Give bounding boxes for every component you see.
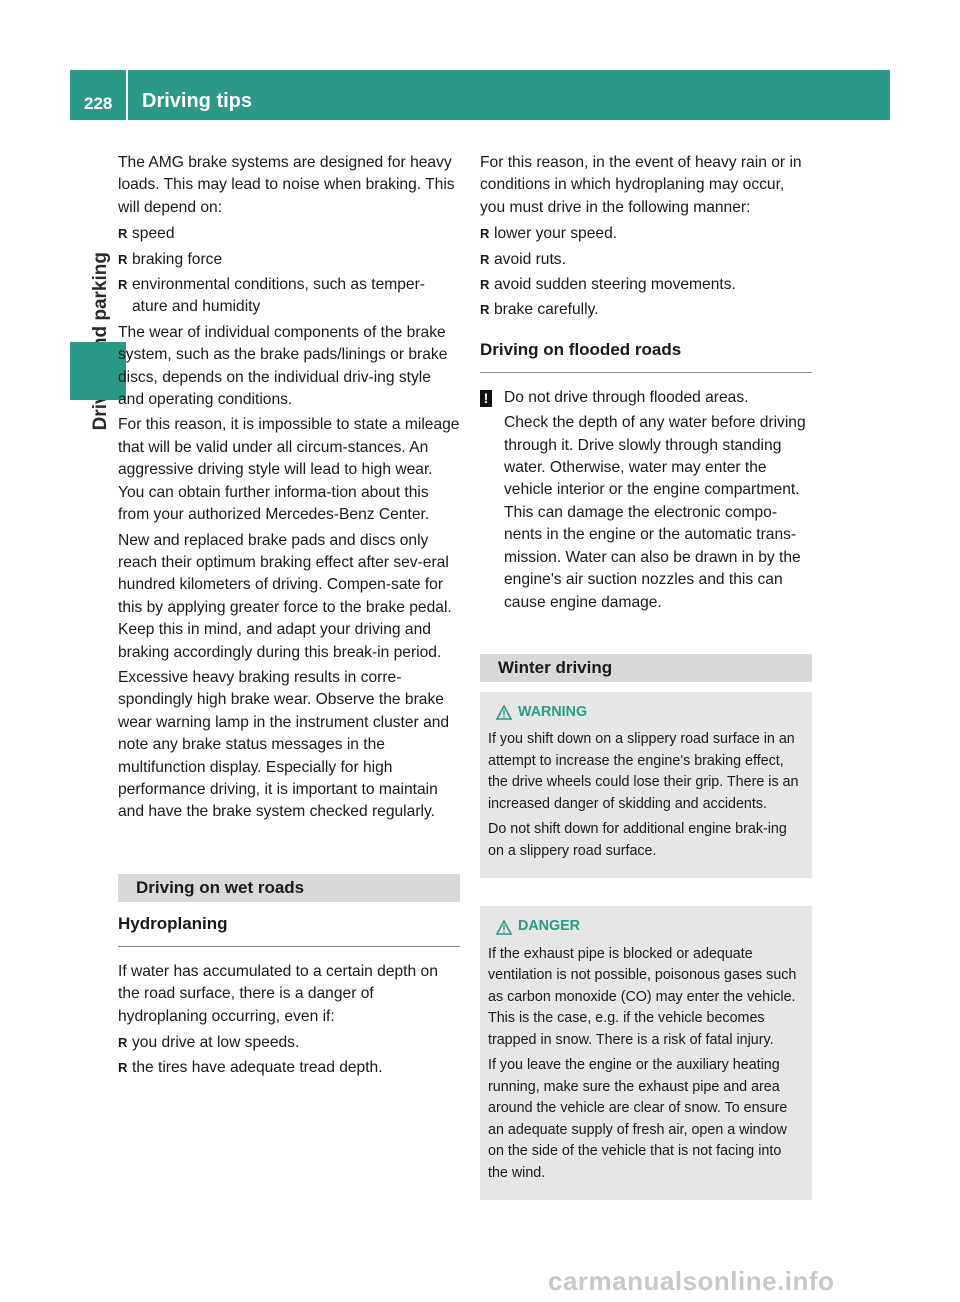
side-section-label bbox=[86, 252, 116, 282]
flooded-notice-body: Check the depth of any water before driving through it. Drive slowly through standing water. Otherwise, water may enter the vehicle interior or the engine compartment. This can damage the electronic compo-nents in the engine or the automatic trans-mission. Water can also be drawn in by the engine's air suction nozzles and this can cause engine damage. bbox=[504, 414, 806, 611]
watermark: carmanualsonline.info bbox=[548, 1266, 835, 1296]
warning-label: WARNING bbox=[518, 703, 588, 720]
list-item: R environmental conditions, such as temper-ature and humidity bbox=[118, 276, 425, 316]
left-column bbox=[118, 152, 460, 1083]
header-divider bbox=[126, 70, 128, 120]
exclamation-icon: ! bbox=[480, 390, 492, 407]
page-number: 228 bbox=[84, 94, 113, 113]
bullet-icon: R bbox=[118, 1060, 128, 1076]
bullet-icon: R bbox=[118, 251, 128, 267]
hydroplaning-heading: Hydroplaning bbox=[118, 912, 460, 947]
danger-header bbox=[488, 916, 804, 938]
list-item: R braking force bbox=[118, 249, 460, 271]
wet-roads-heading: Driving on wet roads bbox=[118, 874, 460, 902]
hydroplaning-list bbox=[118, 1032, 460, 1080]
hydroplaning-paragraph: If water has accumulated to a certain depth on the road surface, there is a danger of hydroplaning occurring, even if: bbox=[118, 962, 438, 1025]
new-pads-paragraph: New and replaced brake pads and discs only reach their optimum braking effect after sev-eral hundred kilometers of driving. Compen-sate for this by applying greater force to the brake pedal. Keep this in mind, and adapt your driving and braking accordingly during this break-in period. bbox=[118, 531, 452, 661]
danger-paragraph: If the exhaust pipe is blocked or adequate ventilation is not possible, poisonous gases such as carbon monoxide (CO) may enter the vehicle. This is the case, e.g. if the vehicle becomes trapped in snow. There is a risk of fatal injury. bbox=[488, 945, 797, 1048]
warning-triangle-icon bbox=[496, 920, 512, 935]
warning-paragraph: Do not shift down for additional engine brak-ing on a slippery road surface. bbox=[488, 821, 787, 859]
danger-label: DANGER bbox=[518, 918, 580, 935]
flooded-roads-heading: Driving on flooded roads bbox=[480, 338, 812, 373]
wear-paragraph: The wear of individual components of the brake system, such as the brake pads/linings or brake discs, depends on the individual driv-ing style and operating conditions. bbox=[118, 323, 448, 409]
bullet-icon: R bbox=[480, 277, 490, 293]
list-item: R the tires have adequate tread depth. bbox=[118, 1057, 460, 1079]
bullet-icon: R bbox=[118, 1035, 128, 1050]
page-title: Driving tips bbox=[142, 90, 253, 112]
list-item: R speed bbox=[118, 223, 460, 245]
list-item: R brake carefully. bbox=[480, 299, 812, 321]
list-item: R you drive at low speeds. bbox=[118, 1032, 460, 1054]
excessive-braking-paragraph: Excessive heavy braking results in corre-spondingly high brake wear. Observe the brake wear warning lamp in the instrument cluster and note any brake status messages in the multifunction display. Especially for high performance driving, it is important to maintain and have the brake system checked regularly. bbox=[118, 668, 450, 821]
danger-box bbox=[480, 906, 812, 1200]
bullet-icon: R bbox=[480, 302, 490, 318]
list-item: R avoid sudden steering movements. bbox=[480, 274, 812, 296]
winter-driving-heading: Winter driving bbox=[480, 654, 812, 682]
bullet-icon: R bbox=[118, 226, 128, 242]
flooded-notice bbox=[480, 387, 812, 614]
rain-paragraph: For this reason, in the event of heavy rain or in conditions in which hydroplaning may occur, you must drive in the following manner: bbox=[480, 154, 802, 216]
depend-list bbox=[118, 223, 460, 319]
mileage-paragraph: For this reason, it is impossible to state a mileage that will be valid under all circum-stances. An aggressive driving style will lead to high wear. You can obtain further informa-tion about this from your authorized Mercedes-Benz Center. bbox=[118, 416, 460, 524]
rain-list bbox=[480, 223, 812, 322]
bullet-icon: R bbox=[118, 277, 128, 293]
danger-paragraph: If you leave the engine or the auxiliary heating running, make sure the exhaust pipe and area around the vehicle are clear of snow. To ensure an adequate supply of fresh air, open a window on the side of the vehicle that is not facing into the wind. bbox=[488, 1057, 788, 1181]
list-item: R lower your speed. bbox=[480, 223, 812, 245]
list-item: R avoid ruts. bbox=[480, 249, 812, 271]
intro-paragraph: The AMG brake systems are designed for heavy loads. This may lead to noise when braking. This will depend on: bbox=[118, 154, 455, 216]
bullet-icon: R bbox=[480, 226, 490, 242]
warning-header bbox=[488, 702, 804, 724]
right-column bbox=[480, 152, 812, 1200]
warning-triangle-icon bbox=[496, 705, 512, 720]
warning-paragraph: If you shift down on a slippery road surface in an attempt to increase the engine's braking effect, the drive wheels could lose their grip. There is an increased danger of skidding and accidents. bbox=[488, 731, 799, 812]
bullet-icon: R bbox=[480, 251, 490, 267]
warning-box bbox=[480, 692, 812, 879]
flooded-notice-title: Do not drive through flooded areas. bbox=[504, 388, 749, 406]
